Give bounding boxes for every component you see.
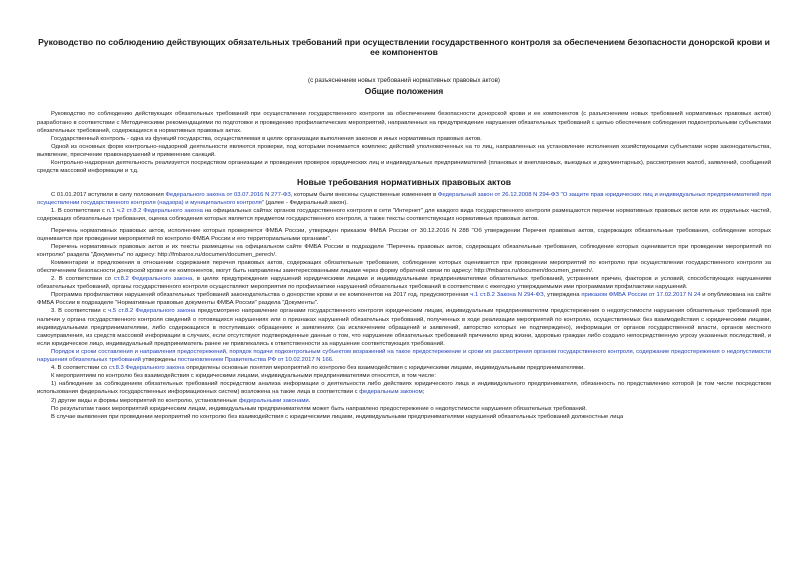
text: (далее - Федеральный закон).: [263, 200, 349, 207]
resolution-link[interactable]: постановлением Правительства РФ от 10.02.2017 N 166: [177, 357, 333, 364]
text: 1. В соответствии с: [51, 208, 107, 215]
law-link[interactable]: ч.1 ст.8.2 Закона N 294-ФЗ: [470, 292, 544, 299]
law-link[interactable]: ст.8.3 Федерального закона: [108, 365, 185, 372]
paragraph: [37, 364, 771, 372]
paragraph: В случае выявления при проведении мероприятий по контролю без взаимодействия с юридическими лицами, индивидуальными предпринимателями нарушений обязательных требований должностные лица: [51, 413, 624, 420]
paragraph: [37, 291, 771, 307]
law-link[interactable]: Федеральный закон от 26.12.2008 N 294-ФЗ "О защите прав юридических лиц и индивидуальных предпринимателей при осуществлении государственного контроля (надзора) и муниципального контроля": [37, 192, 771, 207]
text: , в целях предупреждения нарушений юридическими лицами и индивидуальными предпринимателями обязательных требований, устранения причин, факторов и условий, способствующих нарушениям обязательных требований, органы государственного контроля осуществляют мероприятия по профилактике нарушений обязательных требований в соответствии с ежегодно утверждаемыми ими программами профилактики нарушений.: [37, 276, 772, 291]
paragraph: К мероприятиям по контролю без взаимодействия с юридическими лицами, индивидуальными предпринимателями относятся, в том числе:: [51, 373, 436, 380]
law-link[interactable]: п.1 ч.2 ст.8.2 Федерального закона: [106, 208, 203, 215]
text: ;: [422, 389, 425, 396]
text: и опубликована на сайте ФМБА России в подразделе "Нормативные правовые документы ФМБА России" раздела "Документы".: [37, 292, 772, 307]
paragraph: [37, 275, 771, 291]
paragraph: По результатам таких мероприятий юридическим лицам, индивидуальным предпринимателям может быть направлено предостережение о недопустимости нарушения обязательных требований.: [51, 405, 587, 412]
text: на официальных сайтах органов государственного контроля в сети "Интернет" для каждого вида государственного контроля размещаются перечни нормативных правовых актов или их отдельных частей, содержащих обязательные требования, оценка соблюдения которых является предметом государственного контроля, а также тексты соответствующих нормативных правовых актов.: [37, 208, 772, 223]
law-link[interactable]: федеральными законами: [238, 397, 309, 404]
procedure-link[interactable]: Порядок и сроки составления и направления предостережений, порядок подачи подконтрольным субъектом возражений на такое предостережение и сроки их рассмотрения органом государственного контроля, содержание предостережения о недопустимости нарушения обязательных требований: [37, 348, 771, 364]
text: 2. В соответствии со: [51, 276, 114, 283]
law-link[interactable]: Федерального закона от 03.07.2016 N 277-ФЗ: [165, 192, 291, 199]
paragraph: [37, 397, 771, 405]
paragraph: Одной из основных форм контрольно-надзорной деятельности являются проверки, под которыми понимается комплекс действий уполномоченных на то лиц, направленных на установление исполнения хозяйствующими субъектами норм законодательства, выявление, пресечение правонарушений и применение санкций.: [37, 143, 771, 158]
text: 1) наблюдение за соблюдением обязательных требований посредством анализа информации о деятельности либо действиях юридического лица и индивидуального предпринимателя, обязанность по представлению которой (в том числе посредством использования федеральных государственных информационных систем) возложена на такие лица в соответствии с: [37, 381, 771, 396]
paragraph: [37, 207, 771, 223]
text: утверждены: [140, 357, 178, 364]
text: .: [308, 397, 311, 404]
document-subtitle: (с разъяснением новых требований нормативных правовых актов): [308, 77, 500, 85]
paragraph: Перечень нормативных правовых актов, исполнение которых проверяется ФМБА России, утвержден приказом ФМБА России от 30.12.2016 N 288 "Об утверждении Перечня правовых актов, содержащих обязательные требования, соблюдение которых оценивается при проведении мероприятий по контролю ФМБА России и его территориальными органами".: [37, 227, 771, 242]
section-heading-new-requirements: Новые требования нормативных правовых актов: [297, 177, 511, 188]
paragraph: Руководство по соблюдению действующих обязательных требований при осуществлении государственного контроля за обеспечением безопасности донорской крови и ее компонентов (с разъяснением новых требований нормативных правовых актов) разработано в соответствии с Методическими рекомендациями по подготовке и проведению профилактических мероприятий, направленных на предупреждение нарушения обязательных требований с целью обеспечения соблюдения подконтрольными субъектами обязательных требований, содержащихся в нормативных правовых актах.: [37, 111, 771, 134]
order-link[interactable]: приказом ФМБА России от 17.02.2017 N 24: [581, 292, 701, 299]
paragraph: Государственный контроль - одна из функций государства, осуществляемая в целях организации выполнения законов и иных нормативных правовых актов.: [51, 135, 482, 142]
spacer: [37, 96, 771, 110]
text: 3. В соответствии с: [51, 308, 109, 315]
paragraph: Контрольно-надзорная деятельность реализуется посредством организации и проведения проверок юридических лиц и индивидуальных предпринимателей (плановых и внеплановых, выездных и документарных), рассмотрения жалоб, заявлений, сообщений средств массовой информации и т.д.: [37, 159, 771, 175]
paragraph: Перечень нормативных правовых актов и их тексты размещены на официальном сайте ФМБА России в подразделе "Перечень правовых актов, содержащих обязательные требования, соблюдение которых оценивается при проведении мероприятий по контролю" раздела "Документы" по адресу: http://fmbaros.ru/documen/documen_perech/.: [37, 243, 771, 258]
paragraph: [37, 348, 771, 364]
text: , утверждена: [543, 292, 582, 299]
law-link[interactable]: ч.5 ст.8.2 Федерального закона: [108, 308, 196, 315]
text: С 01.01.2017 вступили в силу положения: [51, 192, 166, 199]
paragraph: [37, 380, 771, 396]
paragraph: [37, 191, 771, 207]
text: определены основные понятия мероприятий по контролю без взаимодействия с юридическими лицами, индивидуальными предпринимателями.: [184, 365, 585, 372]
text: Программа профилактики нарушений обязательных требований законодательства о донорстве крови и ее компонентов на 2017 год, предусмотренная: [51, 292, 471, 299]
text: 2) другие виды и формы мероприятий по контролю, установленные: [51, 397, 239, 404]
text: , которым были внесены существенные изменения в: [290, 192, 438, 199]
section-heading-general: Общие положения: [364, 86, 444, 97]
text: .: [332, 357, 334, 364]
law-link[interactable]: федеральным законом: [359, 389, 423, 396]
paragraph: Комментарии и предложения в отношении содержания перечня правовых актов, содержащих обязательные требования, соблюдение которых оценивается при проведении мероприятий по контролю при осуществлении государственного контроля за обеспечением безопасности донорской крови и ее компонентов, могут быть направлены заинтересованными лицами через форму обратной связи по адресу: http://fmbaros.ru/documen/documen_perech/.: [37, 259, 771, 274]
document-title: Руководство по соблюдению действующих обязательных требований при осуществлении государственного контроля за обеспечением безопасности донорской крови и ее компонентов: [38, 37, 770, 58]
text: предусмотрено направление органами государственного контроля юридическим лицам, индивидуальным предпринимателям предостережения о недопустимости нарушения обязательных требований при наличии у органа государственного контроля сведений о готовящихся нарушениях или о признаках нарушений обязательных требований, полученных в ходе реализации мероприятий по контролю, осуществляемых без взаимодействия с юридическими лицами, индивидуальными предпринимателями, либо содержащихся в поступивших обращениях и заявлениях (за исключением обращений и заявлений, авторство которых не подтверждено), информации от органов государственной власти, органов местного самоуправления, из средств массовой информации в случаях, если отсутствуют подтвержденные данные о том, что нарушение обязательных требований причинило вред жизни, здоровью граждан либо создало непосредственную угрозу указанных последствий, и если юридическое лицо, индивидуальный предприниматель ранее не привлекались к ответственности за нарушение соответствующих требований.: [37, 308, 771, 347]
law-link[interactable]: ст.8.2 Федерального закона: [113, 276, 193, 283]
text: 4. В соответствии со: [51, 365, 109, 372]
paragraph: [37, 307, 771, 347]
